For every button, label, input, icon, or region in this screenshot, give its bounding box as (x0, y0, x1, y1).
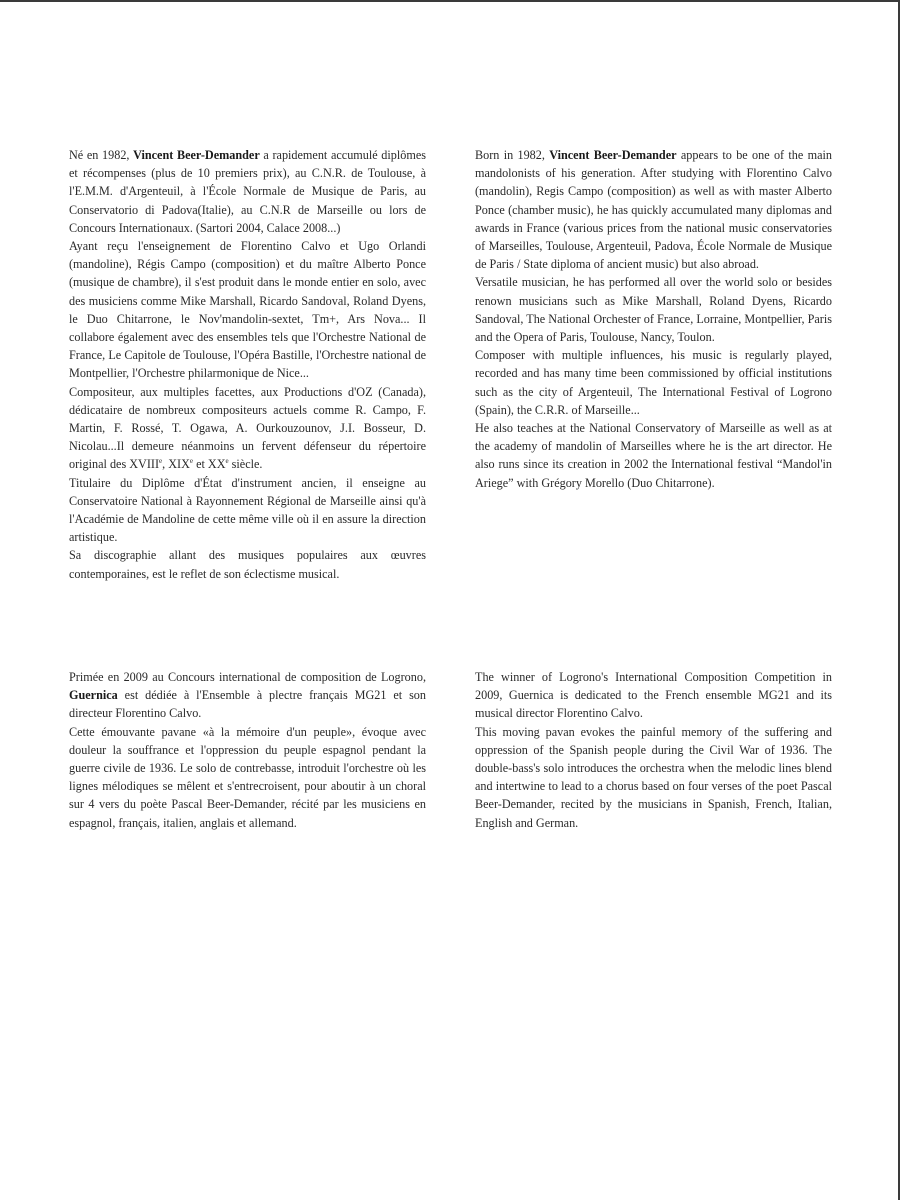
work-fr-paragraph-1 (69, 668, 426, 723)
bio-fr-artist-name: Vincent Beer-Demander (133, 148, 260, 162)
bio-fr-century-text: et XX (193, 457, 226, 472)
bio-fr-century-text: siècle. (228, 457, 263, 472)
work-fr-title: Guernica (69, 688, 118, 703)
bio-fr-paragraph-4: Titulaire du Diplôme d'État d'instrument ancien, il enseigne au Conservatoire National à Rayonnement Régional de Marseille ainsi qu'à l'Académie de Mandoline de cette même ville où il en assure la direction artistique. (69, 475, 426, 545)
bio-en-intro-text: Born in 1982, (475, 148, 550, 162)
bio-fr-awards-text: a rapidement accumulé diplômes et récompenses (plus de 10 premiers prix), au C.N.R. de Toulouse, à l'E.M.M. d'Argenteuil, à l'École Normale de Musique de Paris, au Conservatorio di Padova(Italie), au C.N.R de Marseille ou lors de Concours Internationaux. (Sartori 2004, Calace 2008...) (69, 148, 426, 235)
bio-fr-paragraph-2: Ayant reçu l'enseignement de Florentino Calvo et Ugo Orlandi (mandoline), Régis Campo (composition) et du maître Alberto Ponce (musique de chambre), il s'est produit dans le monde entier en solo, avec des musiciens comme Mike Marshall, Ricardo Sandoval, Roland Dyens, le Duo Chitarrone, le Nov'mandolin-sextet, Tm+, Ars Nova... Il collabore également avec des ensembles tels que l'Orchestre National de France, Le Capitole de Toulouse, l'Opéra Bastille, l'Orchestre national de Montpellier, l'Orchestre philarmonique de Nice... (69, 239, 426, 381)
bio-fr-paragraph-5: Sa discographie allant des musiques populaires aux œuvres contemporaines, est le reflet de son éclectisme musical. (69, 548, 426, 581)
bio-en-paragraph-2: Versatile musician, he has performed all over the world solo or besides renown musicians such as Mike Marshall, Roland Dyens, Ricardo Sandoval, The National Orchester of France, Lorraine, Montpellier, Paris and the Opera of Paris, Toulouse, Nancy, Toulon. (475, 275, 832, 345)
bio-en-paragraph-1 (475, 146, 832, 273)
work-note-french (69, 668, 426, 832)
bio-fr-intro-text: Né en 1982, (69, 148, 134, 162)
bio-fr-century-text: , XIX (162, 457, 190, 472)
bio-fr-paragraph-3 (69, 383, 426, 474)
work-note-english (475, 668, 832, 832)
bio-en-awards-text: appears to be one of the main mandolonists of his generation. After studying with Florentino Calvo (mandolin), Regis Campo (composition) as well as with master Alberto Ponce (chamber music), he has quickly accumulated many diplomas and awards in France (various prices from the national music conservatories of Marseilles, Toulouse, Argenteuil, Padova, École Normale de Musique de Paris / State diploma of ancient music) but also abroad. (475, 148, 833, 272)
work-fr-prize-text: Primée en 2009 au Concours international de composition de Logrono, (69, 670, 426, 684)
work-en-paragraph-2: This moving pavan evokes the painful memory of the suffering and oppression of the Spanish people during the Civil War of 1936. The double-bass's solo introduces the orchestra when the melodic lines blend and intertwine to lead to a chorus based on four verses of the poet Pascal Beer-Demander, recited by the musicians in Spanish, French, Italian, English and German. (475, 724, 832, 830)
superscript: e (189, 457, 194, 466)
bio-en-paragraph-3: Composer with multiple influences, his music is regularly played, recorded and has many time been commissioned by official institutions such as the city of Argenteuil, The International Festival of Logrono (Spain), the C.R.R. of Marseille... (475, 348, 832, 417)
page-top-edge (0, 0, 900, 2)
biography-english (475, 146, 832, 492)
bio-en-paragraph-4: He also teaches at the National Conservatory of Marseille as well as at the academy of mandolin of Marseilles where he is the art director. He also runs since its creation in 2002 the International festival “Mandol'in Ariege” with Grégory Morello (Duo Chitarrone). (475, 421, 832, 490)
work-en-paragraph-1: The winner of Logrono's International Composition Competition in 2009, Guernica is dedicated to the French ensemble MG21 and its musical director Florentino Calvo. (475, 670, 832, 721)
work-fr-dedication-text: est dédiée à l'Ensemble à plectre français MG21 et son directeur Florentino Calvo. (69, 688, 426, 721)
bio-fr-paragraph-1 (69, 146, 426, 237)
bio-fr-composer-text: Compositeur, aux multiples facettes, aux Productions d'OZ (Canada), dédicataire de nombreux compositeurs actuels comme R. Campo, F. Martin, F. Rossé, T. Ogawa, A. Ourkouzounov, J.I. Bosseur, D. Nicolau...Il demeure néanmoins un fervent défenseur du répertoire original des XVIII (69, 384, 426, 472)
bio-en-artist-name: Vincent Beer-Demander (549, 148, 677, 162)
superscript: e (159, 457, 163, 466)
work-fr-paragraph-2: Cette émouvante pavane «à la mémoire d'un peuple», évoque avec douleur la souffrance et l'oppression du peuple espagnol pendant la guerre civile de 1936. Le solo de contrebasse, introduit l'orchestre où les lignes mélodiques se mêlent et s'entrecroisent, pour aboutir à un choral sur 4 vers du poète Pascal Beer-Demander, récité par les musiciens en espagnol, français, italien, anglais et allemand. (69, 724, 426, 830)
superscript: e (225, 457, 229, 466)
biography-french (69, 146, 426, 583)
